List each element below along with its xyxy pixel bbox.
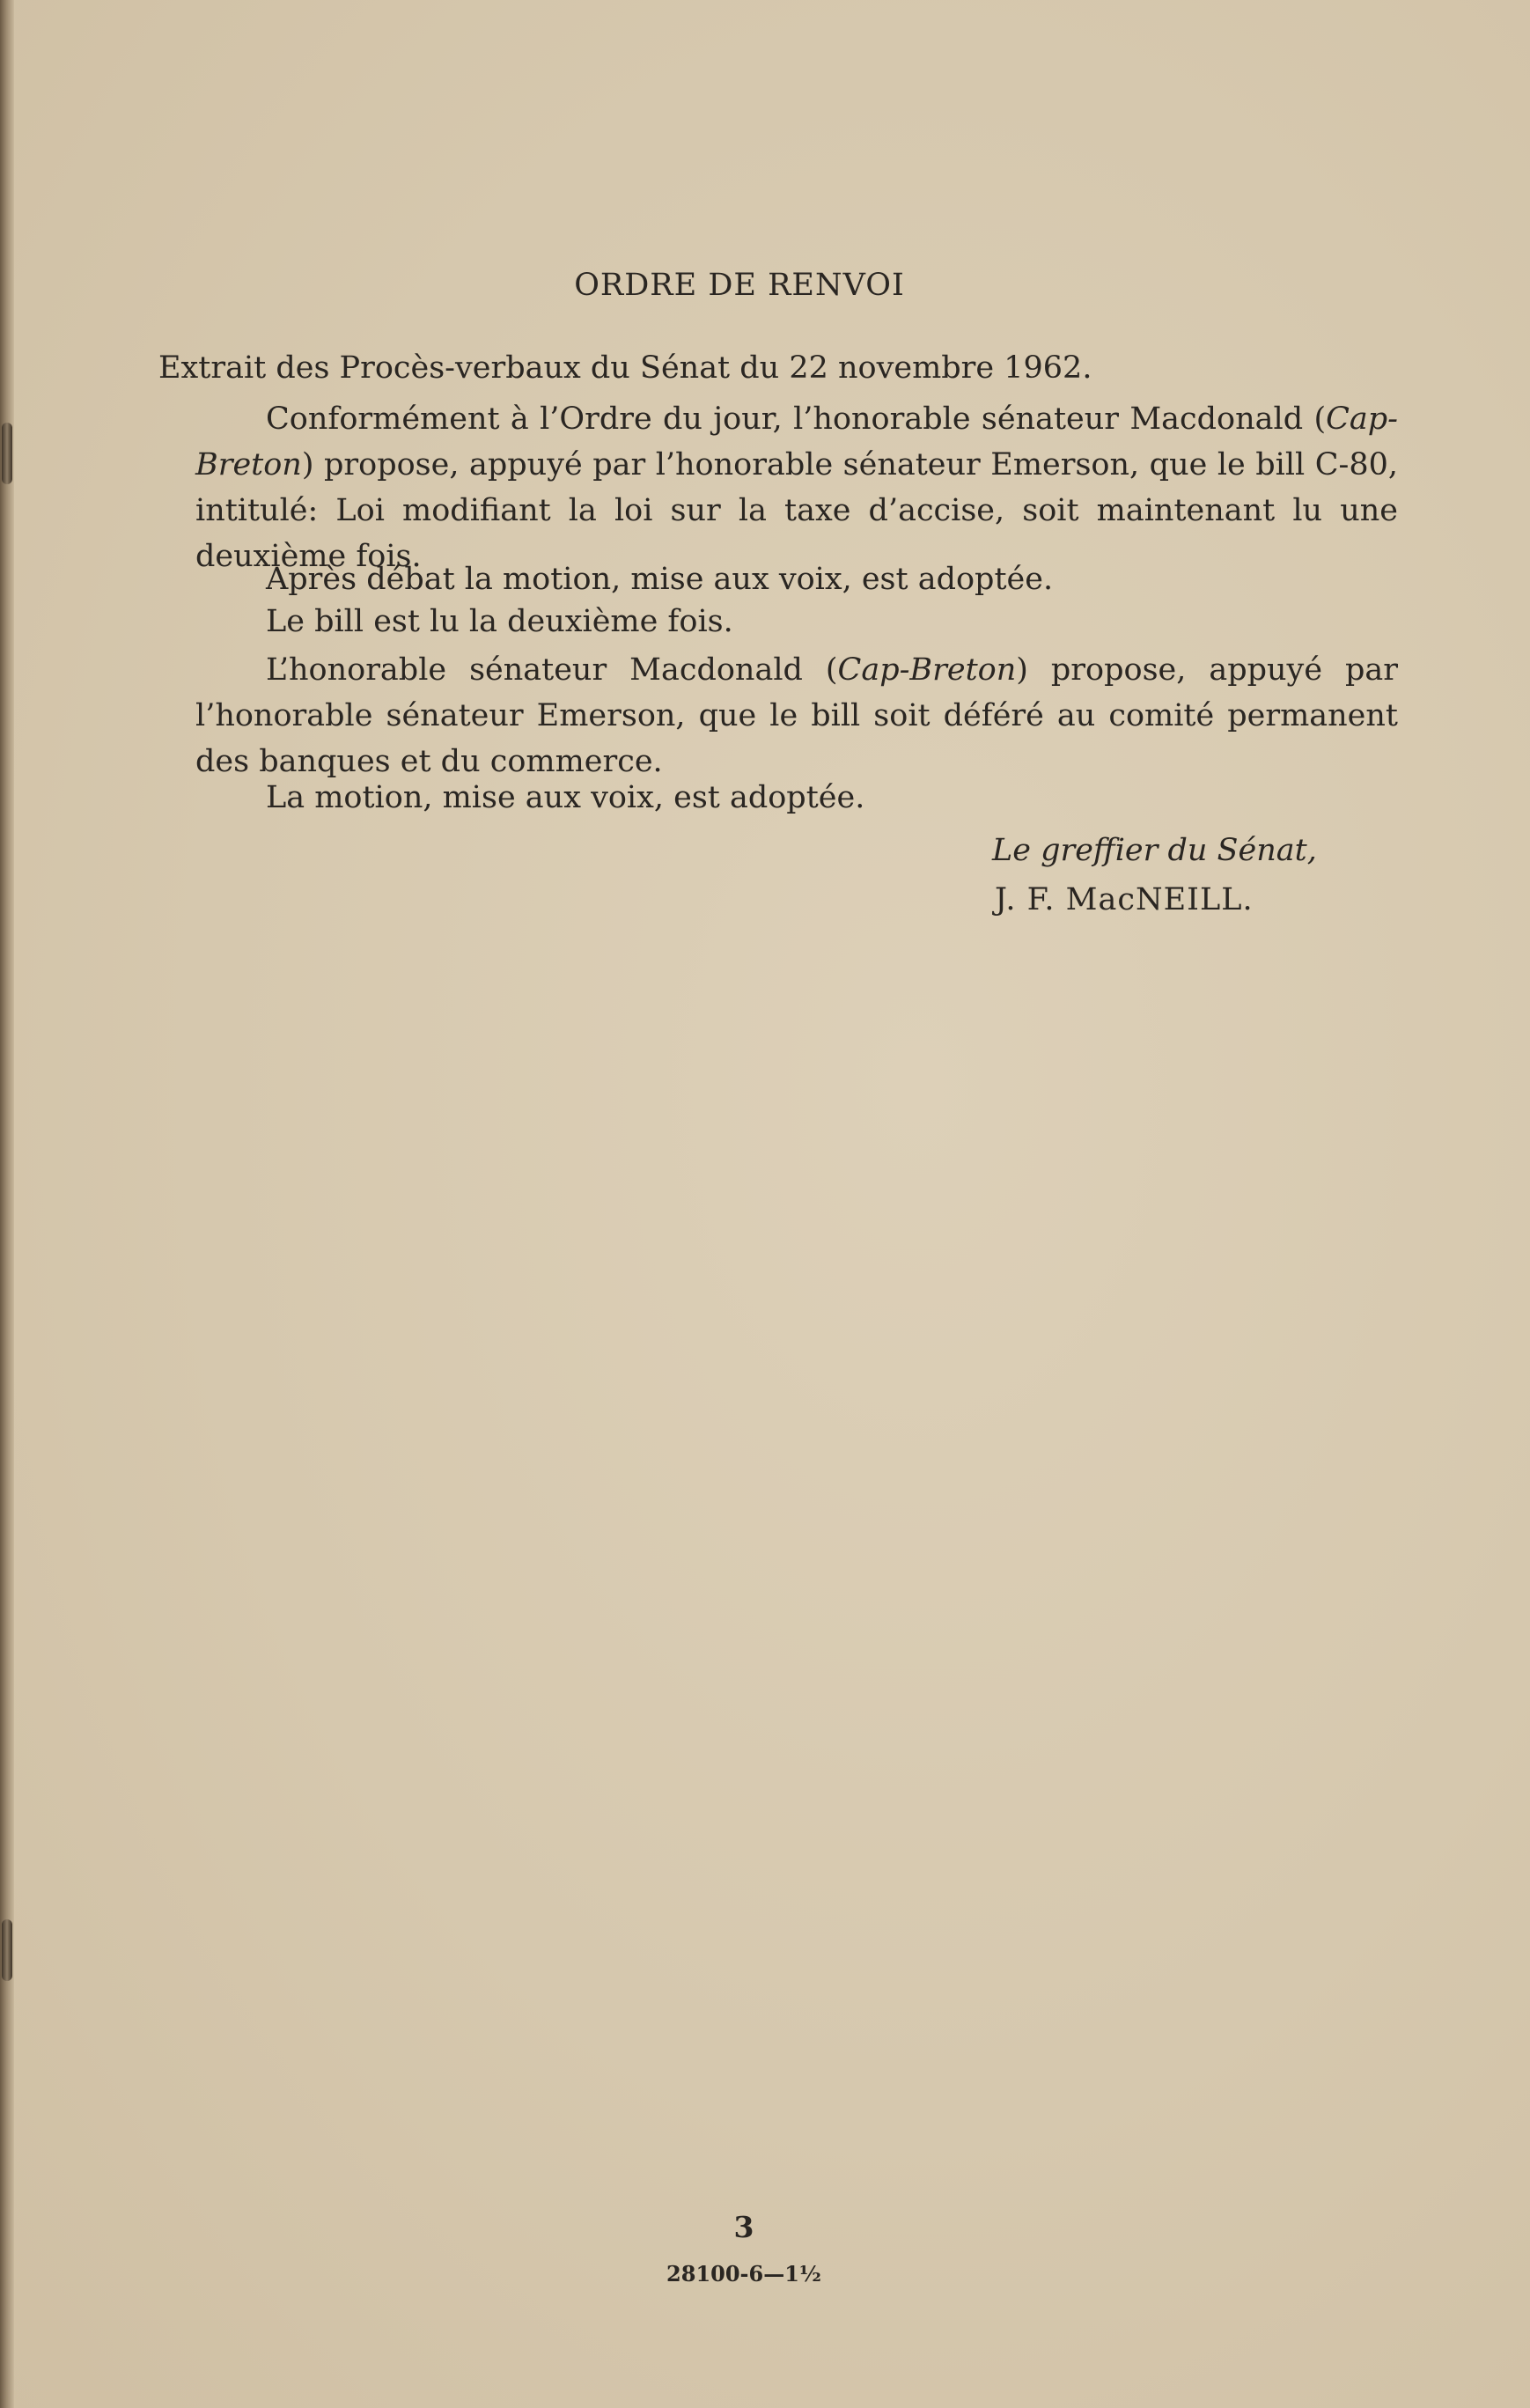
signature-title: Le greffier du Sénat, bbox=[992, 833, 1317, 868]
paragraph-1 bbox=[195, 396, 1398, 579]
staple-top bbox=[2, 423, 12, 484]
page-title: ORDRE DE RENVOI bbox=[574, 268, 905, 303]
staple-bottom bbox=[2, 1919, 12, 1981]
signature-name: J. F. MacNEILL. bbox=[995, 882, 1254, 917]
paragraph-1-part2: ) propose, appuyé par l’honorable sénateur Emerson, que le bill C-80, intitulé: Loi modifiant la loi sur la taxe d’accise, soit maintenant lu une deuxième fois. bbox=[195, 447, 1398, 574]
paragraph-1-part1: Conformément à l’Ordre du jour, l’honorable sénateur Macdonald ( bbox=[266, 401, 1327, 437]
paragraph-4-italic: Cap-Breton bbox=[837, 652, 1017, 688]
paragraph-1-italic: Cap-Breton bbox=[195, 401, 1398, 482]
paragraph-4-part1: L’honorable sénateur Macdonald ( bbox=[266, 652, 838, 688]
page-number: 3 bbox=[733, 2210, 754, 2244]
paragraph-3: Le bill est lu la deuxième fois. bbox=[266, 604, 733, 639]
paragraph-2: Après débat la motion, mise aux voix, est adoptée. bbox=[266, 562, 1054, 597]
print-code: 28100-6—1½ bbox=[666, 2261, 821, 2286]
paragraph-5: La motion, mise aux voix, est adoptée. bbox=[266, 780, 865, 815]
paragraph-4-part2: ) propose, appuyé par l’honorable sénateur Emerson, que le bill soit déféré au comité permanent des banques et du commerce. bbox=[195, 652, 1398, 779]
extract-line: Extrait des Procès-verbaux du Sénat du 22 novembre 1962. bbox=[158, 350, 1092, 386]
binding-spine bbox=[0, 0, 14, 2408]
paragraph-4 bbox=[195, 647, 1398, 784]
